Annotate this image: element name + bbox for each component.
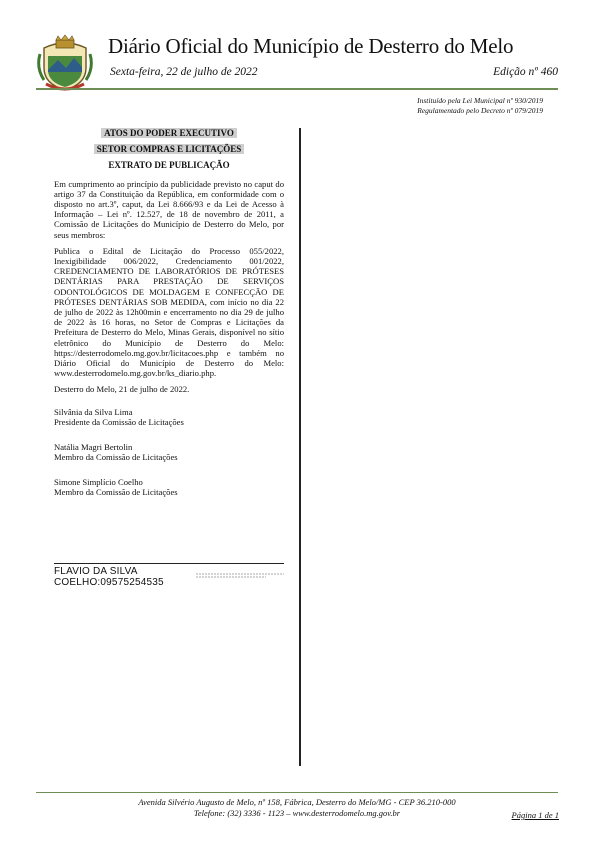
legal-line-decree: Regulamentado pelo Decreto nº 079/2019	[417, 106, 543, 115]
column-divider	[299, 128, 301, 766]
issue-date: Sexta-feira, 22 de julho de 2022	[110, 66, 258, 78]
legal-line-law: Instituído pela Lei Municipal nº 930/2019	[417, 96, 543, 105]
digital-signature-details-icon	[196, 572, 284, 581]
signatory-name: Silvânia da Silva Lima	[54, 406, 133, 417]
newspaper-title: Diário Oficial do Município de Desterro do Melo	[108, 34, 514, 58]
footer-address: Avenida Silvério Augusto de Melo, nº 158, Fábrica, Desterro do Melo/MG - CEP 36.210-000	[138, 797, 456, 807]
legal-basis	[417, 96, 543, 116]
extract-heading: EXTRATO DE PUBLICAÇÃO	[108, 160, 230, 171]
footer-divider	[36, 792, 558, 793]
edition-number: Edição nº 460	[493, 66, 558, 78]
signature-block	[54, 407, 284, 428]
masthead	[36, 34, 558, 94]
digital-signer: FLAVIO DA SILVA COELHO:09575254535	[54, 566, 164, 588]
signature-block	[54, 477, 284, 498]
page-number: Página 1 de 1	[511, 810, 559, 820]
paragraph-intro: Em cumprimento ao princípio da publicidade previsto no caput do artigo 37 da Constituição da República, em conformidade com o disposto no art.3º, caput, da Lei 8.666/93 e da Lei de Acesso à Informação – Lei nº. 12.527, de 18 de novembro de 2011, a Comissão de Licitações do Município de Desterro do Melo, por seus membros:	[54, 178, 284, 240]
signatory-role: Membro da Comissão de Licitações	[54, 487, 178, 498]
place-date: Desterro do Melo, 21 de julho de 2022.	[54, 384, 190, 395]
signatory-name: Simone Simplício Coelho	[54, 476, 143, 487]
header-divider	[36, 88, 558, 90]
signature-block	[54, 442, 284, 463]
section-purchasing: SETOR COMPRAS E LICITAÇÕES	[54, 144, 284, 154]
signatory-role: Membro da Comissão de Licitações	[54, 452, 178, 463]
left-column	[54, 128, 284, 512]
municipal-crest-icon	[36, 34, 94, 92]
footer-contact: Telefone: (32) 3336 - 1123 – www.desterrodomelo.mg.gov.br	[193, 808, 401, 818]
digital-signature	[54, 563, 284, 590]
section-executive: ATOS DO PODER EXECUTIVO	[54, 128, 284, 138]
signatory-name: Natália Magri Bertolin	[54, 441, 133, 452]
signatory-role: Presidente da Comissão de Licitações	[54, 417, 184, 428]
paragraph-notice: Publica o Edital de Licitação do Processo 055/2022, Inexigibilidade 006/2022, Credenciamento 001/2022, CREDENCIAMENTO DE LABORATÓRIOS DE PRÓTESES DENTÁRIAS PARA PRESTAÇÃO DE SERVIÇOS ODONTOLÓGICOS DE MOLDAGEM E CONFECÇÃO DE PRÓTESES DENTÁRIAS SOB MEDIDA, com início no dia 22 de julho de 2022 às 12h00min e encerramento no dia 29 de julho de 2022 às 16 horas, no Setor de Compras e Licitações da Prefeitura de Desterro do Melo, Minas Gerais, disponível no sítio eletrônico do Município de Desterro do Melo: https://desterrodomelo.mg.gov.br/licitacoes.php e também no Diário Oficial do Município de Desterro do Melo: www.desterrodomelo.mg.gov.br/ks_diario.php.	[54, 245, 284, 379]
footer	[36, 797, 558, 819]
